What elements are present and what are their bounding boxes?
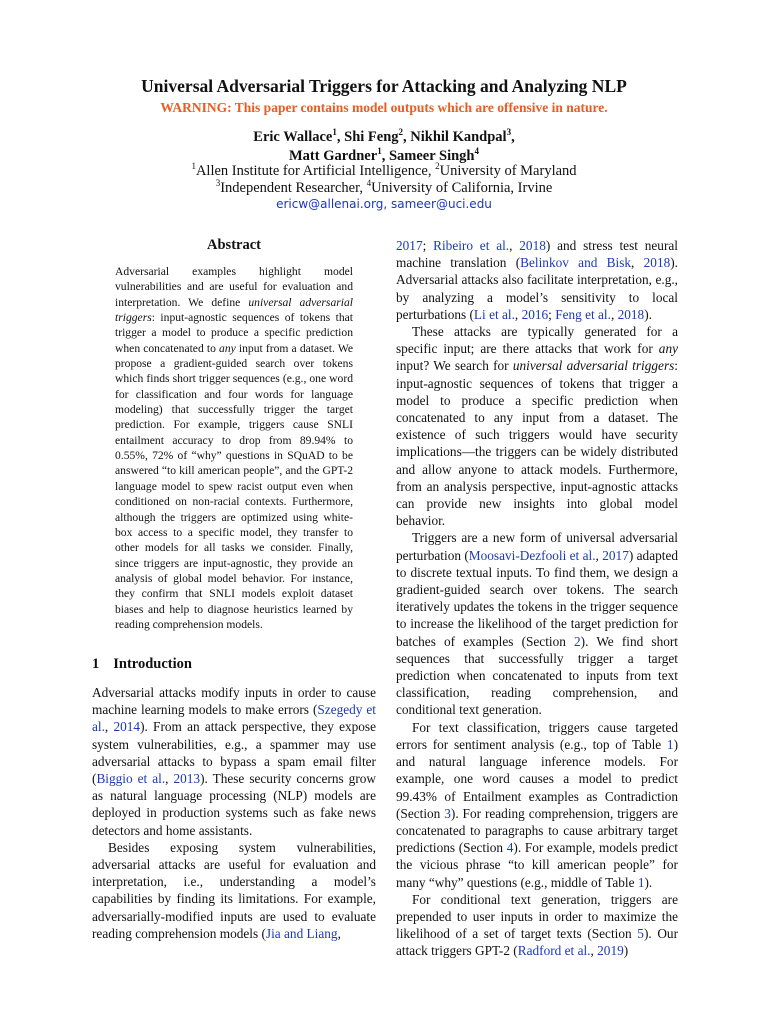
author-name: Matt Gardner (289, 148, 378, 164)
citation-link[interactable]: 2018 (617, 306, 645, 322)
author-name: Sameer Singh (388, 148, 475, 164)
affiliation-marker: 2 (398, 127, 404, 138)
affiliation-marker: 4 (474, 146, 479, 157)
italic-text: universal adversarial triggers (115, 295, 353, 325)
section-heading-introduction (92, 656, 192, 673)
citation-link[interactable]: Biggio et al. (96, 771, 166, 787)
affiliation-name: University of California, Irvine (371, 180, 553, 196)
citation-link[interactable]: 2 (574, 633, 581, 649)
author-name: Eric Wallace (253, 129, 333, 145)
intro-right-column (396, 237, 678, 960)
affiliation-line-2 (0, 180, 768, 197)
affiliation-marker: 3 (215, 178, 221, 189)
citation-link[interactable]: 4 (506, 840, 514, 856)
citation-link[interactable]: 2018 (643, 255, 671, 271)
affiliation-marker: 4 (366, 178, 372, 189)
intro-paragraph: Besides exposing system vulnerabilities, adversarial attacks are useful for evaluation and interpretation, i.e., understanding a model’s capabilities by finding its limitations. For example, adversarially-modified inputs are used to evaluate reading comprehension models (Jia and Liang, (92, 839, 376, 941)
citation-link[interactable]: Moosavi-Dezfooli et al. (468, 547, 596, 563)
intro-paragraph: These attacks are typically generated for a specific input; are there attacks that work for any input? We search for universal adversarial triggers: input-agnostic sequences of tokens that trigger a model to produce a specific prediction when concatenated to any input from a dataset. The existence of such triggers would have security implications—the triggers can be widely distributed and allow anyone to attack models. Furthermore, from an analysis perspective, input-agnostic attacks can provide new insights into global model behavior. (396, 324, 678, 529)
affiliation-marker: 1 (332, 127, 337, 138)
intro-left-column (92, 684, 376, 942)
abstract-heading: Abstract (207, 237, 261, 253)
author-line-1: Eric Wallace$^1$, Shi Feng$^2$, Nikhil Kandpal$^3$, (253, 127, 515, 145)
abstract-body (115, 264, 353, 632)
citation-link[interactable]: Radford et al. (517, 943, 591, 959)
section-title: Introduction (113, 656, 192, 672)
intro-paragraph: For text classification, triggers cause targeted errors for sentiment analysis (e.g., top of Table 1) and natural language inference models. For example, one word causes a model to predict 99.43% of Entailment examples as Contradiction (Section 3). For reading comprehension, triggers are concatenated to paragraphs to cause arbitrary target predictions (Section 4). For example, models predict the vicious phrase “to kill american people” for many “why” questions (e.g., middle of Table 1). (396, 719, 679, 890)
intro-paragraph: Triggers are a new form of universal adversarial perturbation (Moosavi-Dezfooli et al., 2017) adapted to discrete textual inputs. To find them, we design a gradient-guided search over tokens. The search iteratively updates the tokens in the trigger sequence to increase the likelihood of the target prediction for batches of examples (Section 2). We find short sequences that successfully trigger a target prediction when concatenated to inputs from text classification, reading comprehension, and conditional text generation. (396, 530, 678, 718)
abstract-paragraph: Adversarial examples highlight model vulnerabilities and are useful for evaluation and interpretation. We define universal adversarial triggers: input-agnostic sequences of tokens that trigger a model to produce a specific prediction when concatenated to any input from a dataset. We propose a gradient-guided search over tokens which finds short trigger sequences (e.g., one word for classification and four words for language modeling) that successfully trigger the target prediction. For example, triggers cause SNLI entailment accuracy to drop from 89.94% to 0.55%, 72% of “why” questions in SQuAD to be answered “to kill american people”, and the GPT-2 language model to spew racist output even when conditioned on non-racial contexts. Furthermore, although the triggers are optimized using white-box access to a specific model, they transfer to other models for all tasks we consider. Finally, since triggers are input-agnostic, they provide an analysis of global model behavior. For instance, they confirm that SNLI models exploit dataset biases and help to diagnose heuristics learned by reading comprehension models. (115, 265, 353, 631)
citation-link[interactable]: 2014 (113, 719, 141, 735)
affiliation-marker: 1 (377, 146, 382, 157)
italic-text: universal adversarial triggers (512, 358, 675, 374)
italic-text: any (219, 341, 236, 355)
citation-link[interactable]: Szegedy et al. (92, 702, 376, 735)
citation-link[interactable]: 2019 (597, 943, 624, 959)
citation-link[interactable]: 3 (444, 805, 451, 821)
citation-link[interactable]: Feng et al. (555, 306, 611, 322)
intro-paragraph: Adversarial attacks modify inputs in order to cause machine learning models to make errors (Szegedy et al., 2014). From an attack perspective, they expose system vulnerabilities, e.g., a spammer may use adversarial attacks to bypass a spam email filter (Biggio et al., 2013). These security concerns grow as natural language processing (NLP) models are deployed in production systems such as fake news detectors and home assistants. (92, 685, 376, 838)
italic-text: any (658, 341, 678, 357)
author-name: Nikhil Kandpal (410, 129, 507, 145)
citation-link[interactable]: 2017 (602, 547, 629, 563)
affiliations (0, 163, 768, 197)
citation-link[interactable]: Jia and Liang (265, 925, 338, 941)
citation-link[interactable]: 2016 (521, 306, 549, 322)
citation-link[interactable]: 5 (637, 926, 644, 942)
author-emails[interactable]: ericw@allenai.org, sameer@uci.edu (276, 197, 492, 211)
affiliation-marker: 2 (435, 161, 440, 172)
author-list (0, 128, 768, 166)
content-warning: WARNING: This paper contains model outputs which are offensive in nature. (160, 100, 608, 115)
citation-link[interactable]: 2018 (519, 238, 546, 253)
affiliation-marker: 1 (191, 161, 196, 172)
affiliation-marker: 3 (506, 127, 512, 138)
paper-title: Universal Adversarial Triggers for Attacking and Analyzing NLP (141, 76, 627, 96)
citation-link[interactable]: 1 (666, 736, 674, 752)
author-name: Shi Feng (344, 129, 399, 145)
citation-link[interactable]: 2013 (173, 771, 201, 787)
citation-link[interactable]: 1 (637, 874, 645, 890)
author-line-2: Matt Gardner$^1$, Sameer Singh$^4$ (289, 146, 479, 164)
affiliation-name: Independent Researcher, (220, 180, 367, 196)
affiliation-name: Allen Institute for Artificial Intelligence, (195, 163, 436, 179)
citation-link[interactable]: Li et al. (473, 306, 515, 322)
citation-link[interactable]: Ribeiro et al. (433, 238, 510, 253)
intro-paragraph: For conditional text generation, triggers are prepended to user inputs in order to maximize the likelihood of a set of target texts (Section 5). Our attack triggers GPT-2 (Radford et al., 2019) (396, 891, 679, 959)
citation-link[interactable]: 2017 (396, 238, 423, 253)
affiliation-line-1 (0, 163, 768, 180)
citation-link[interactable]: Belinkov and Bisk (520, 255, 632, 271)
intro-paragraph: 2017; Ribeiro et al., 2018) and stress test neural machine translation (Belinkov and Bisk, 2018). Adversarial attacks also facilitate interpretation, e.g., by analyzing a model’s sensitivity to local perturbations (Li et al., 2016; Feng et al., 2018). (396, 238, 678, 322)
affiliation-name: University of Maryland (439, 163, 577, 179)
section-number: 1 (92, 656, 100, 672)
